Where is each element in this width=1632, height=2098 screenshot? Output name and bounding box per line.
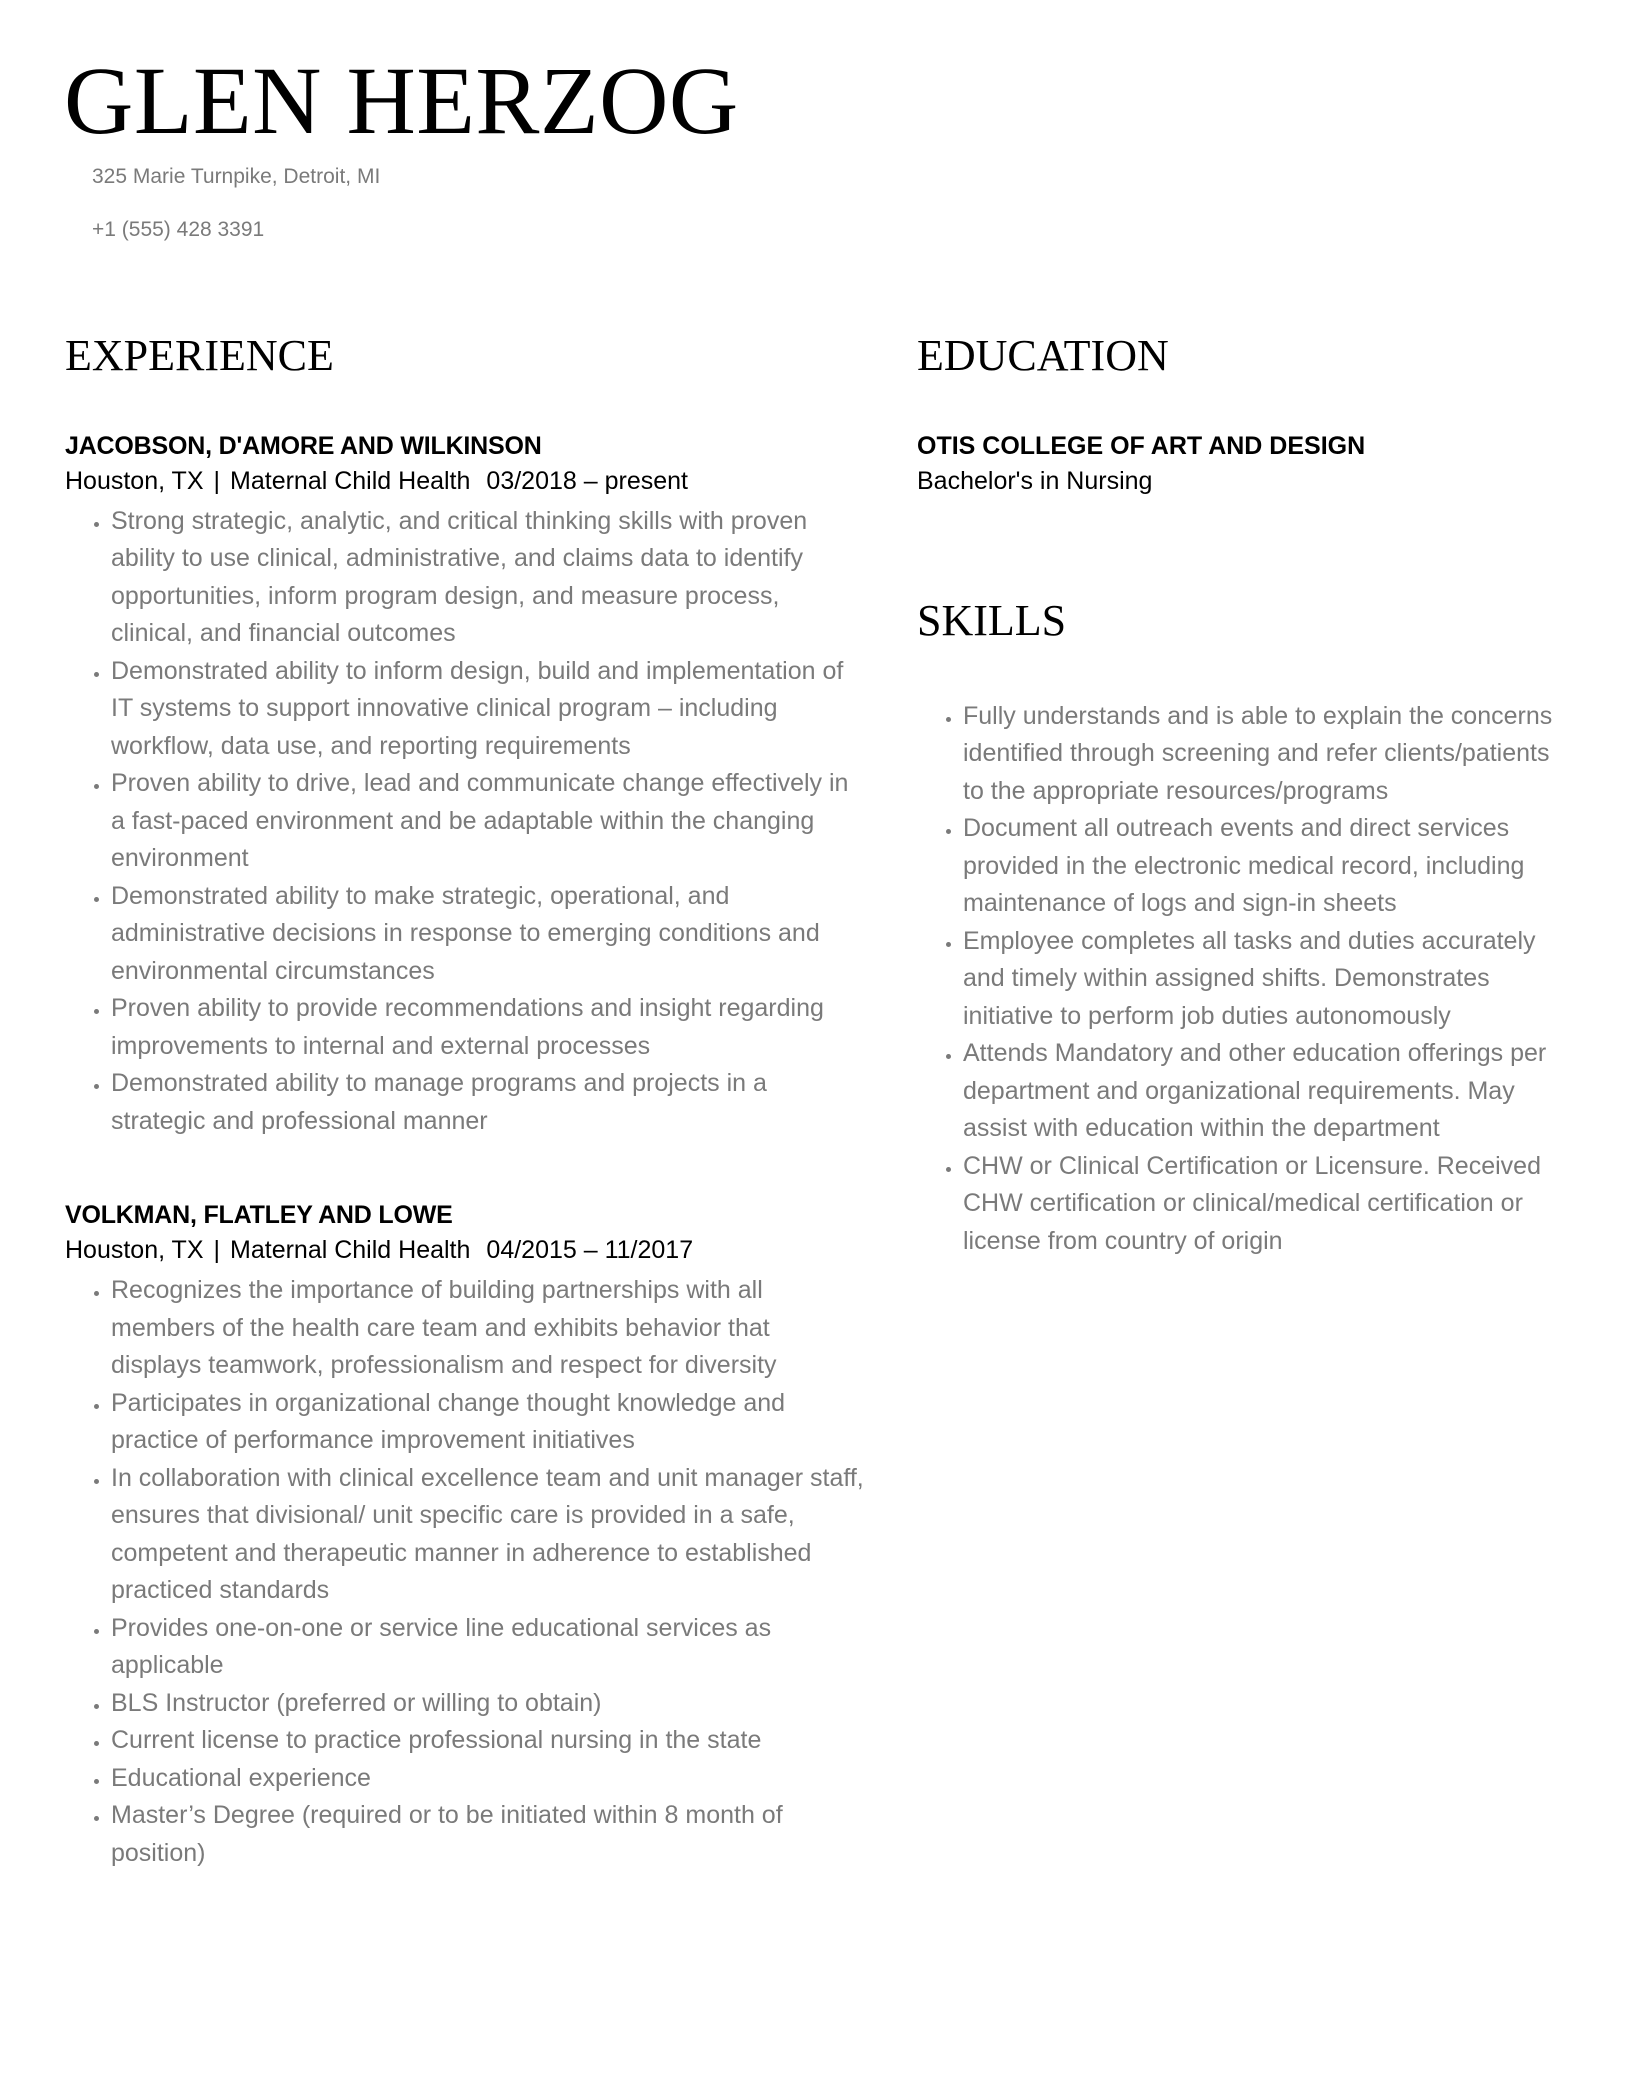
phone-number: +1 (555) 428 3391: [92, 218, 265, 241]
skill-item: • Document all outreach events and direct services provided in the electronic medical record, including maintenance of logs and sign-in sheets: [963, 810, 1577, 923]
job-meta: [65, 1233, 865, 1268]
skills-list: [917, 698, 1577, 1261]
job-meta: [65, 464, 865, 499]
job-entry: [65, 1198, 865, 1872]
skills-heading: SKILLS: [917, 595, 1067, 645]
job-location: Houston, TX: [65, 1236, 204, 1265]
experience-heading: EXPERIENCE: [65, 331, 334, 380]
meta-separator: |: [213, 1236, 221, 1265]
school-name: OTIS COLLEGE OF ART AND DESIGN: [917, 431, 1366, 460]
experience-section: [65, 330, 865, 1930]
job-list: [65, 429, 865, 1873]
job-entry: [65, 429, 865, 1141]
job-role: Maternal Child Health: [230, 1236, 471, 1265]
job-dates: 04/2015 – 11/2017: [486, 1236, 694, 1265]
job-bullet: • Current license to practice professional nursing in the state: [111, 1722, 865, 1760]
job-role: Maternal Child Health: [230, 466, 471, 495]
job-bullet: • BLS Instructor (preferred or willing to obtain): [111, 1685, 865, 1723]
job-bullet: • Demonstrated ability to manage programs and projects in a strategic and professional manner: [111, 1065, 865, 1140]
skills-section: [917, 595, 1577, 1260]
job-bullet: • Demonstrated ability to make strategic, operational, and administrative decisions in response to emerging conditions and environmental circumstances: [111, 878, 865, 991]
job-dates: 03/2018 – present: [486, 466, 688, 495]
education-section: [917, 330, 1577, 499]
job-bullet: • Proven ability to provide recommendations and insight regarding improvements to internal and external processes: [111, 990, 865, 1065]
skill-item: • Attends Mandatory and other education offerings per department and organizational requirements. May assist with education within the department: [963, 1035, 1577, 1148]
job-bullet: • Master’s Degree (required or to be initiated within 8 month of position): [111, 1797, 865, 1872]
meta-separator: |: [213, 466, 221, 495]
job-bullet: • Recognizes the importance of building partnerships with all members of the health care team and exhibits behavior that displays teamwork, professionalism and respect for diversity: [111, 1272, 865, 1385]
employer-name: JACOBSON, D'AMORE AND WILKINSON: [65, 431, 542, 460]
skill-item: • Employee completes all tasks and duties accurately and timely within assigned shifts. Demonstrates initiative to perform job duties autonomously: [963, 923, 1577, 1036]
job-bullets: [65, 1272, 865, 1872]
job-location: Houston, TX: [65, 466, 204, 495]
degree: Bachelor's in Nursing: [917, 466, 1153, 495]
candidate-name: GLEN HERZOG: [64, 47, 739, 154]
job-bullets: [65, 503, 865, 1141]
job-bullet: • Educational experience: [111, 1760, 865, 1798]
right-column: [917, 330, 1577, 1260]
skill-item: • Fully understands and is able to explain the concerns identified through screening and refer clients/patients to the appropriate resources/programs: [963, 698, 1577, 811]
job-bullet: • In collaboration with clinical excellence team and unit manager staff, ensures that divisional/ unit specific care is provided in a safe, competent and therapeutic manner in adherence to established practiced standards: [111, 1460, 865, 1610]
employer-name: VOLKMAN, FLATLEY AND LOWE: [65, 1201, 453, 1230]
address: 325 Marie Turnpike, Detroit, MI: [92, 165, 381, 188]
job-bullet: • Proven ability to drive, lead and communicate change effectively in a fast-paced environment and be adaptable within the changing environment: [111, 765, 865, 878]
job-bullet: • Provides one-on-one or service line educational services as applicable: [111, 1610, 865, 1685]
job-bullet: • Demonstrated ability to inform design, build and implementation of IT systems to support innovative clinical program – including workflow, data use, and reporting requirements: [111, 653, 865, 766]
job-bullet: • Strong strategic, analytic, and critical thinking skills with proven ability to use clinical, administrative, and claims data to identify opportunities, inform program design, and measure process, clinical, and financial outcomes: [111, 503, 865, 653]
education-heading: EDUCATION: [917, 331, 1169, 380]
skill-item: • CHW or Clinical Certification or Licensure. Received CHW certification or clinical/medical certification or license from country of origin: [963, 1148, 1577, 1261]
job-bullet: • Participates in organizational change thought knowledge and practice of performance improvement initiatives: [111, 1385, 865, 1460]
